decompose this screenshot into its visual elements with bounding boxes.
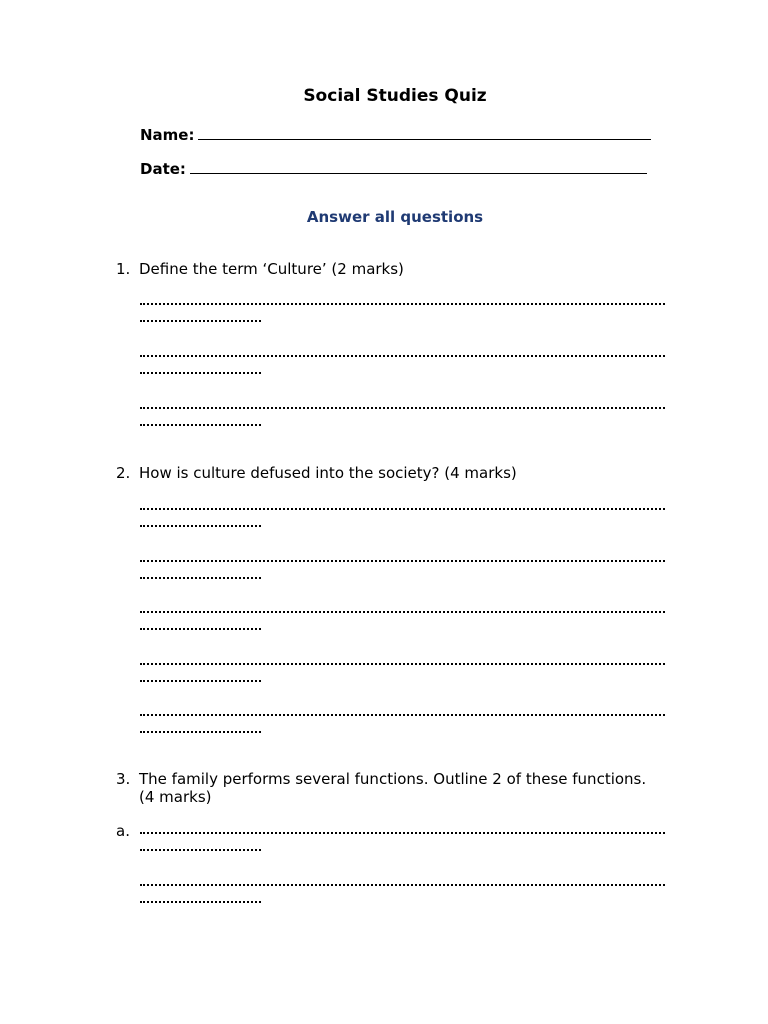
page-title: Social Studies Quiz (303, 86, 487, 106)
sub-question-label: a. (116, 822, 130, 840)
instruction-text: Answer all questions (306, 208, 484, 226)
question-text: The family performs several functions. Outline 2 of these functions. (139, 770, 647, 788)
answer-line[interactable] (140, 397, 670, 433)
question-3 (116, 770, 647, 806)
date-field[interactable] (140, 157, 647, 178)
name-field[interactable] (140, 123, 651, 144)
date-label: Date: (140, 160, 186, 178)
answer-line[interactable] (140, 874, 670, 910)
date-underline[interactable] (190, 157, 647, 174)
question-number: 3. (116, 770, 131, 788)
answer-line[interactable] (140, 550, 670, 586)
answer-line[interactable] (140, 601, 670, 637)
answer-line[interactable] (140, 345, 670, 381)
question-2 (116, 464, 517, 482)
answer-line[interactable] (140, 822, 670, 858)
answer-line[interactable] (140, 704, 670, 740)
question-number: 1. (116, 260, 131, 278)
question-number: 2. (116, 464, 131, 482)
answer-line[interactable] (140, 653, 670, 689)
question-text: Define the term ‘Culture’ (2 marks) (139, 260, 404, 278)
answer-line[interactable] (140, 293, 670, 329)
question-text-continuation: (4 marks) (139, 788, 212, 806)
question-1 (116, 260, 404, 278)
name-underline[interactable] (198, 123, 651, 140)
answer-line[interactable] (140, 498, 670, 534)
question-text: How is culture defused into the society? (4 marks) (139, 464, 517, 482)
name-label: Name: (140, 126, 195, 144)
